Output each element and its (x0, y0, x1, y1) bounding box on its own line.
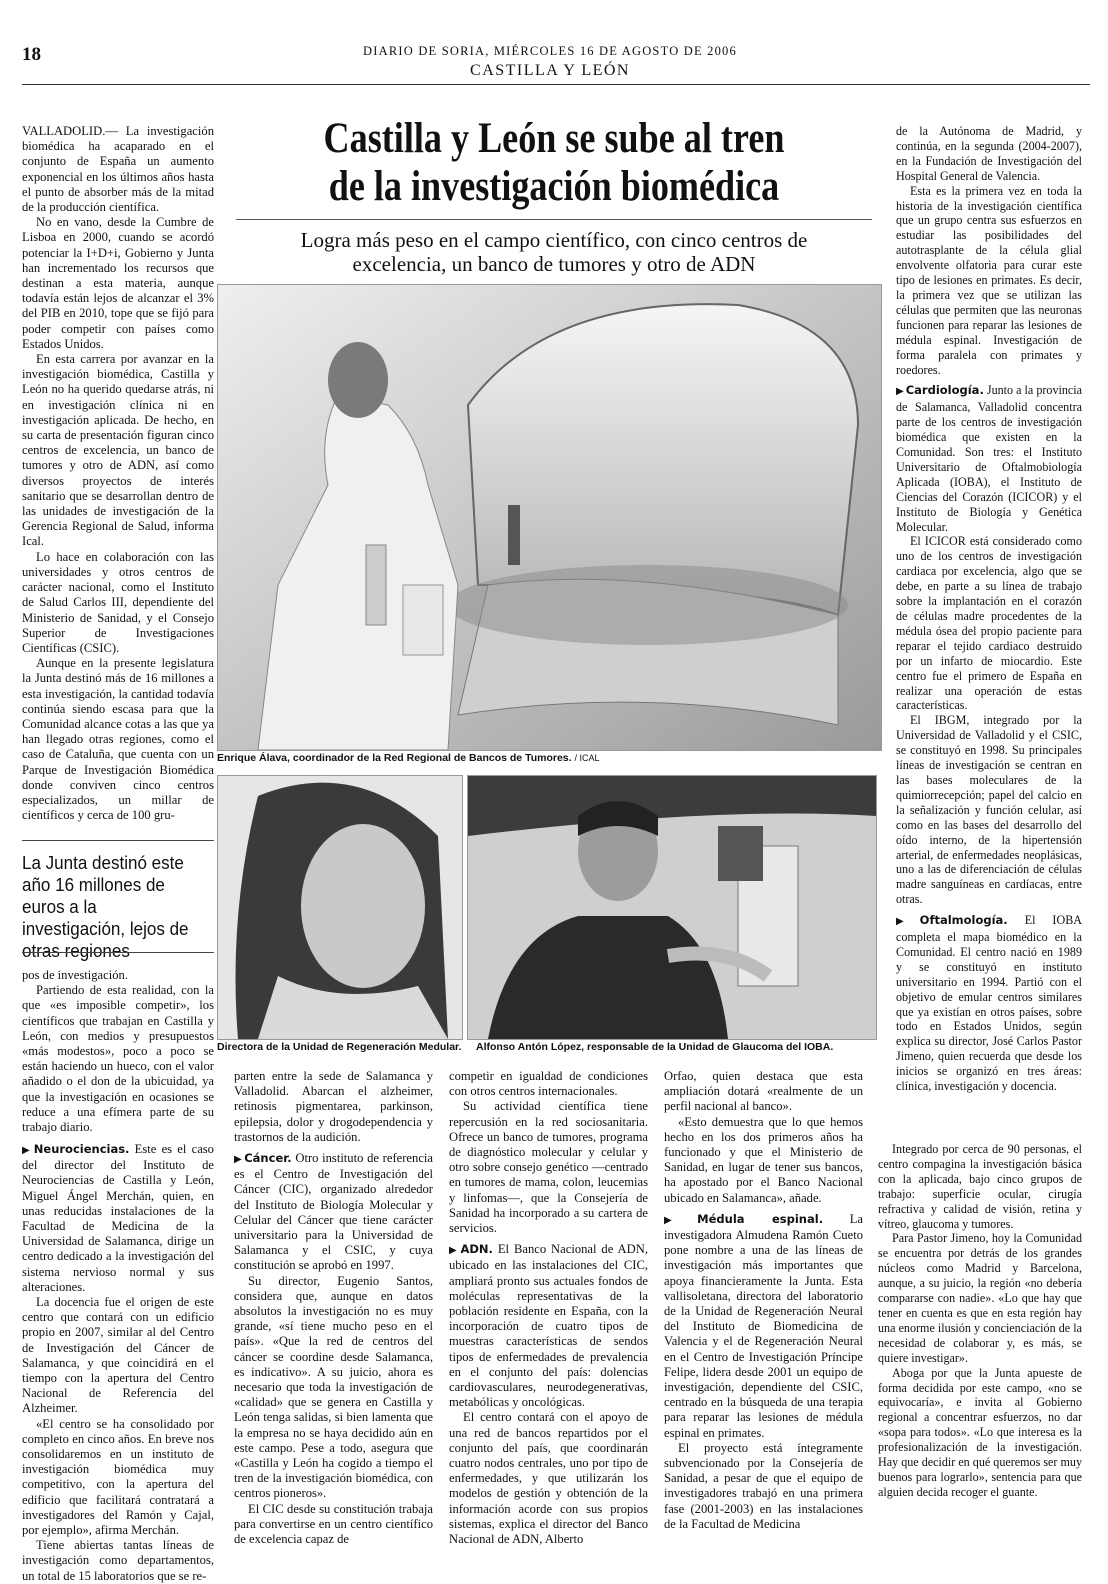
paragraph: parten entre la sede de Salamanca y Valladolid. Abarcan el alzheimer, retinosis pigmentarea, parkinson, epilepsia, dolor y drogodependencia y trastornos de la audición. (234, 1069, 433, 1144)
paragraph: Su director, Eugenio Santos, considera que, aunque en datos absolutos la investigación no es muy grande, «sí tiene mucho peso en el país». «Que la red de centros del cáncer se coordine desde Salamanca, es indicativo». A su juicio, ahora es necesario que toda la investigación de «calidad» que se genera en Castilla y León tenga salidas, si bien lamenta que la empresa no se haya decidido aún en este campo. Pese a todo, asegura que «Castilla y León ha cogido a tiempo el tren de la investigación biomédica, con centros pioneros». (234, 1273, 433, 1501)
paragraph: El centro contará con el apoyo de una red de bancos repartidos por el conjunto del país, que coordinarán cuatro nodos centrales, uno por tipo de enfermedades, y que utilizarán los modelos de gestión y obtención de la información acorde con sus propios sistemas, explica el director del Banco Nacional de ADN, Alberto (449, 1410, 648, 1547)
paragraph: No en vano, desde la Cumbre de Lisboa en 2000, cuando se acordó potenciar la I+D+i, Gobierno y Junta han incrementado los recursos que destinan a esta materia, aunque todavía están lejos de alcanzar el 3% del PIB en 2010, tope que se fijó para poder competir con países como Estados Unidos. (22, 215, 214, 351)
header-rule (22, 84, 1090, 85)
lead-paragraph: VALLADOLID.— La investigación biomédica ha acaparado en el conjunto de España un aumento exponencial en los últimos años hasta el punto de absorber más de la mitad de la producción científica. (22, 124, 214, 215)
adn-paragraph: ▶ ADN. El Banco Nacional de ADN, ubicado en las instalaciones del CIC, ampliará pronto sus actuales fondos de moléculas representativas de la población residente en España, con la incorporación de cuatro tipos de muestras características de sendos tipos de enfermedades de prevalencia en el conjunto del país: dolencias cardiovasculares, neurodegenerativas, metabólicas y oncológicas. (449, 1242, 648, 1410)
woman-portrait-illustration (218, 776, 462, 1039)
adn-label: ADN. (460, 1242, 493, 1257)
lab-freezer-illustration (218, 285, 881, 750)
paragraph: Para Pastor Jimeno, hoy la Comunidad se encuentra por detrás de los grandes núcleos como Madrid y Barcelona, aunque, a su juicio, la región «no debería compararse con nadie». «Lo que hay que tener en cuenta es que en esta región hay una enorme ilusión y concienciación de la necesidad de colaborar y, es más, se quiere investigar». (878, 1231, 1082, 1365)
paragraph: El ICICOR está considerado como uno de los centros de investigación cardiaca por excelencia, algo que se debe, en parte a su línea de trabajo sobre la implantación en el corazón de células madre procedentes de la médula ósea del propio paciente para reparar el tejido cardiaco destruido por un infarto de miocardio. Este centro fue el primero de España en realizar una operación de estas características. (896, 534, 1082, 713)
headline-rule (236, 219, 872, 220)
medula-paragraph: ▶ Médula espinal. La investigadora Almudena Ramón Cueto pone nombre a una de las líneas de investigación más importantes que apoya financieramente la Junta. Esta vallisoletana, directora del laboratorio de la Unidad de Regeneración Neural del Instituto de Biomedicina de Valencia y el de Regeneración Neural en el Centro de Investigación Príncipe Felipe, lidera desde 2001 un equipo de investigación, dependiente del CSIC, centrado en la búsqueda de una terapia para reparar las lesiones de médula espinal en primates. (664, 1211, 863, 1440)
section-title: CASTILLA Y LEÓN (470, 62, 630, 79)
main-caption-text: Enrique Álava, coordinador de la Red Regional de Bancos de Tumores. (217, 752, 572, 764)
column-1-bottom (22, 968, 214, 1135)
column-5-bottom (878, 1142, 1082, 1500)
paragraph: Su actividad científica tiene repercusión en la red sociosanitaria. Ofrece un banco de tumores, programa de diagnóstico molecular y celular y otro sobre consejo genético —centrado en tumores de mama, colon, leucemias y linfomas—, que la Consejería de Sanidad ha incorporado a su cartera de servicios. (449, 1099, 648, 1236)
pullquote-rule-bottom (22, 952, 214, 953)
left-photo-caption: Directora de la Unidad de Regeneración Medular. (217, 1041, 462, 1053)
paragraph: Lo hace en colaboración con las universidades y otros centros de carácter nacional, como el Instituto de Salud Carlos III, dependiente del Ministerio de Sanidad, y el Consejo Superior de Investigaciones Científicas (CSIC). (22, 549, 214, 655)
paragraph: El IBGM, integrado por la Universidad de Valladolid y el CSIC, se constituyó en 1998. Su principales líneas de investigación se centran en las bases moleculares de la quimiorrecepción; papel del calcio en la señalización y función celular, así como en las bases del desarrollo del oído interno, de la hipertensión arterial, de enfermedades neoplásicas, uno a las de diferenciación de células madre sanguíneas en cardíacas, entre otras. (896, 713, 1082, 907)
column-3 (449, 1069, 648, 1547)
dateline: DIARIO DE SORIA, MIÉRCOLES 16 DE AGOSTO DE 2006 (363, 44, 737, 58)
paragraph: Partiendo de esta realidad, con la que «es imposible competir», los científicos que trabajan en Castilla y León, con medios y presupuestos «más modestos», poco a poco se están haciendo un hueco, con el valor añadido o el don de la ubicuidad, ya que la investigación en ocasiones se reduce a una efímera parte de su trabajo diario. (22, 983, 214, 1135)
paragraph: pos de investigación. (22, 968, 128, 982)
pullquote: La Junta destinó este año 16 millones de euros a la investigación, lejos de otras regiones (22, 852, 189, 961)
headline-line-2: de la investigación biomédica (328, 163, 780, 210)
left-photo (217, 775, 463, 1040)
page-number: 18 (22, 44, 41, 65)
medula-label: Médula espinal. (697, 1211, 824, 1226)
right-photo (467, 775, 877, 1040)
cancer-label: Cáncer. (244, 1151, 292, 1166)
man-with-equipment-illustration (468, 776, 876, 1039)
paragraph: Tiene abiertas tantas líneas de investigación como departamentos, un total de 15 laboratorios que se re- (22, 1538, 214, 1583)
paragraph: El CIC desde su constitución trabaja para convertirse en un centro científico de excelencia capaz de (234, 1501, 433, 1547)
neurociencias-paragraph: ▶ Neurociencias. Este es el caso del director del Instituto de Neurociencias de Castilla y León, Miguel Ángel Merchán, quien, en unas reducidas instalaciones de la Facultad de Medicina de la Universidad de Salamanca, dirige un centro dedicado a la investigación del sistema nervioso normal y sus alteraciones. (22, 1142, 214, 1294)
paragraph: El proyecto está íntegramente subvencionado por la Consejería de Sanidad, a pesar de que el equipo de investigadores trabajó en una primera fase (2001-2003) en las instalaciones de la Facultad de Medicina (664, 1440, 863, 1531)
paragraph: La docencia fue el origen de este centro que contará con un edificio propio en 2007, similar al del Centro de Investigación del Cáncer de Salamanca, y que coincidirá en el tiempo con la apertura del Centro Nacional de Referencia del Alzheimer. (22, 1295, 214, 1416)
main-caption-credit: / ICAL (574, 753, 600, 763)
column-5 (896, 124, 1082, 1094)
paragraph: En esta carrera por avanzar en la investigación biomédica, Castilla y León no ha querido quedarse atrás, ni en investigación clínica ni en investigación aplicada. De hecho, en su carta de presentación figuran cinco centros de excelencia, un banco de tumores y otro de ADN, así como diversos proyectos de interés sanitario que se desarrollan dentro de las unidades de investigación de la Gerencia Regional de Salud, informa Ical. (22, 352, 214, 549)
paragraph: «El centro se ha consolidado por completo en cinco años. En breve nos consolidaremos en un instituto de investigación biomédica muy competitivo, con la apertura del edificio que facilitará contratará a investigadores del Ramón y Cajal, por ejemplo», afirma Merchán. (22, 1416, 214, 1538)
column-1-lower (22, 1142, 214, 1584)
paragraph: «Esto demuestra que lo que hemos hecho en los dos primeros años ha funcionado y que el Ministerio de Sanidad, en lugar de tener sus bancos, ha apostado por el Banco Nacional ubicado en Salamanca», añade. (664, 1114, 863, 1205)
subheadline-line-2: excelencia, un banco de tumores y otro de ADN (352, 252, 756, 276)
column-4 (664, 1069, 863, 1532)
cancer-paragraph: ▶ Cáncer. Otro instituto de referencia es el Centro de Investigación del Cáncer (CIC), organizado alrededor del Instituto de Biología Molecular y Celular del Cáncer que tiene carácter universitario para la Universidad de Salamanca y el CSIC, y cuya constitución se aprobó en 1997. (234, 1151, 433, 1273)
paragraph: de la Autónoma de Madrid, y continúa, en la segunda (2004-2007), en la Fundación de Investigación del Hospital General de Valencia. (896, 124, 1082, 183)
main-photo-caption (217, 752, 880, 764)
paragraph: Aunque en la presente legislatura la Junta destinó más de 16 millones a esta investigación, la cantidad todavía continúa siendo escasa para que la Comunidad alcance cotas a las que ya han llegado otras regiones, como el caso de Cataluña, que cuenta con un Parque de Investigación Biomédica donde conviven cinco centros especializados, un millar de científicos y cerca de 100 gru- (22, 656, 214, 823)
pullquote-rule-top (22, 840, 214, 841)
paragraph: Aboga por que la Junta apueste de forma decidida por este campo, «no se equivocaría», e invita al Gobierno regional a concentrar esfuerzos, no dar «sopa para todos». «Lo que interesa es la profesionalización de la investigación. Hay que decidir en qué queremos ser muy buenos para lograrlo», sentencia para que alguien decida recoger el guante. (878, 1365, 1082, 1499)
headline-line-1: Castilla y León se sube al tren (323, 115, 785, 162)
paragraph: Orfao, quien destaca que esta ampliación dotará «realmente de un perfil nacional al banco». (664, 1069, 863, 1114)
column-1-top (22, 124, 214, 823)
paragraph: Integrado por cerca de 90 personas, el centro compagina la investigación básica con la aplicada, bajo cinco grupos de trabajo: superficie ocular, cirugía refractiva y calidad de visión, retina y vítreo, glaucoma y tumores. (878, 1142, 1082, 1231)
oftalmologia-label: Oftalmología. (919, 913, 1008, 928)
cardiologia-paragraph: ▶ Cardiología. Junto a la provincia de Salamanca, Valladolid concentra parte de los centros de investigación biomédica que existen en la Comunidad. Son tres: el Instituto Universitario de Oftalmobiología Aplicada (IOBA), el Instituto de Ciencias del Corazón (ICICOR) y el Instituto de Biología y Genética Molecular. (896, 383, 1082, 534)
right-photo-caption: Alfonso Antón López, responsable de la Unidad de Glaucoma del IOBA. (476, 1041, 834, 1053)
column-2 (234, 1069, 433, 1547)
headline (287, 115, 821, 211)
paragraph: competir en igualdad de condiciones con otros centros internacionales. (449, 1069, 648, 1099)
neurociencias-label: Neurociencias. (33, 1142, 130, 1156)
oftalmologia-paragraph: ▶ Oftalmología. El IOBA completa el mapa biomédico en la Comunidad. El centro nació en 1989 y se constituyó en instituto universitario en 1994. Partió con el objetivo de emular centros similares que ya existían en otros países, sobre todo en Estados Unidos, según explica su director, José Carlos Pastor Jimeno, quien recuerda que desde los inicios se organizó en tres áreas: clínica, investigación y docencia. (896, 913, 1082, 1094)
main-photo (217, 284, 882, 751)
subheadline-line-1: Logra más peso en el campo científico, con cinco centros de (300, 228, 808, 252)
paragraph: Esta es la primera vez en toda la historia de la investigación científica que un grupo centra sus esfuerzos en estudiar las posibilidades del autotrasplante de la célula glial envolvente olfatoria para curar este tipo de lesiones en primates. Es decir, la primera vez que se utilizan las células que permiten que las neuronas funcionen para reparar las lesiones de médula espinal. Investigación de forma paralela con primates y roedores. (896, 183, 1082, 377)
cardiologia-label: Cardiología. (905, 383, 984, 398)
subheadline (236, 228, 872, 276)
